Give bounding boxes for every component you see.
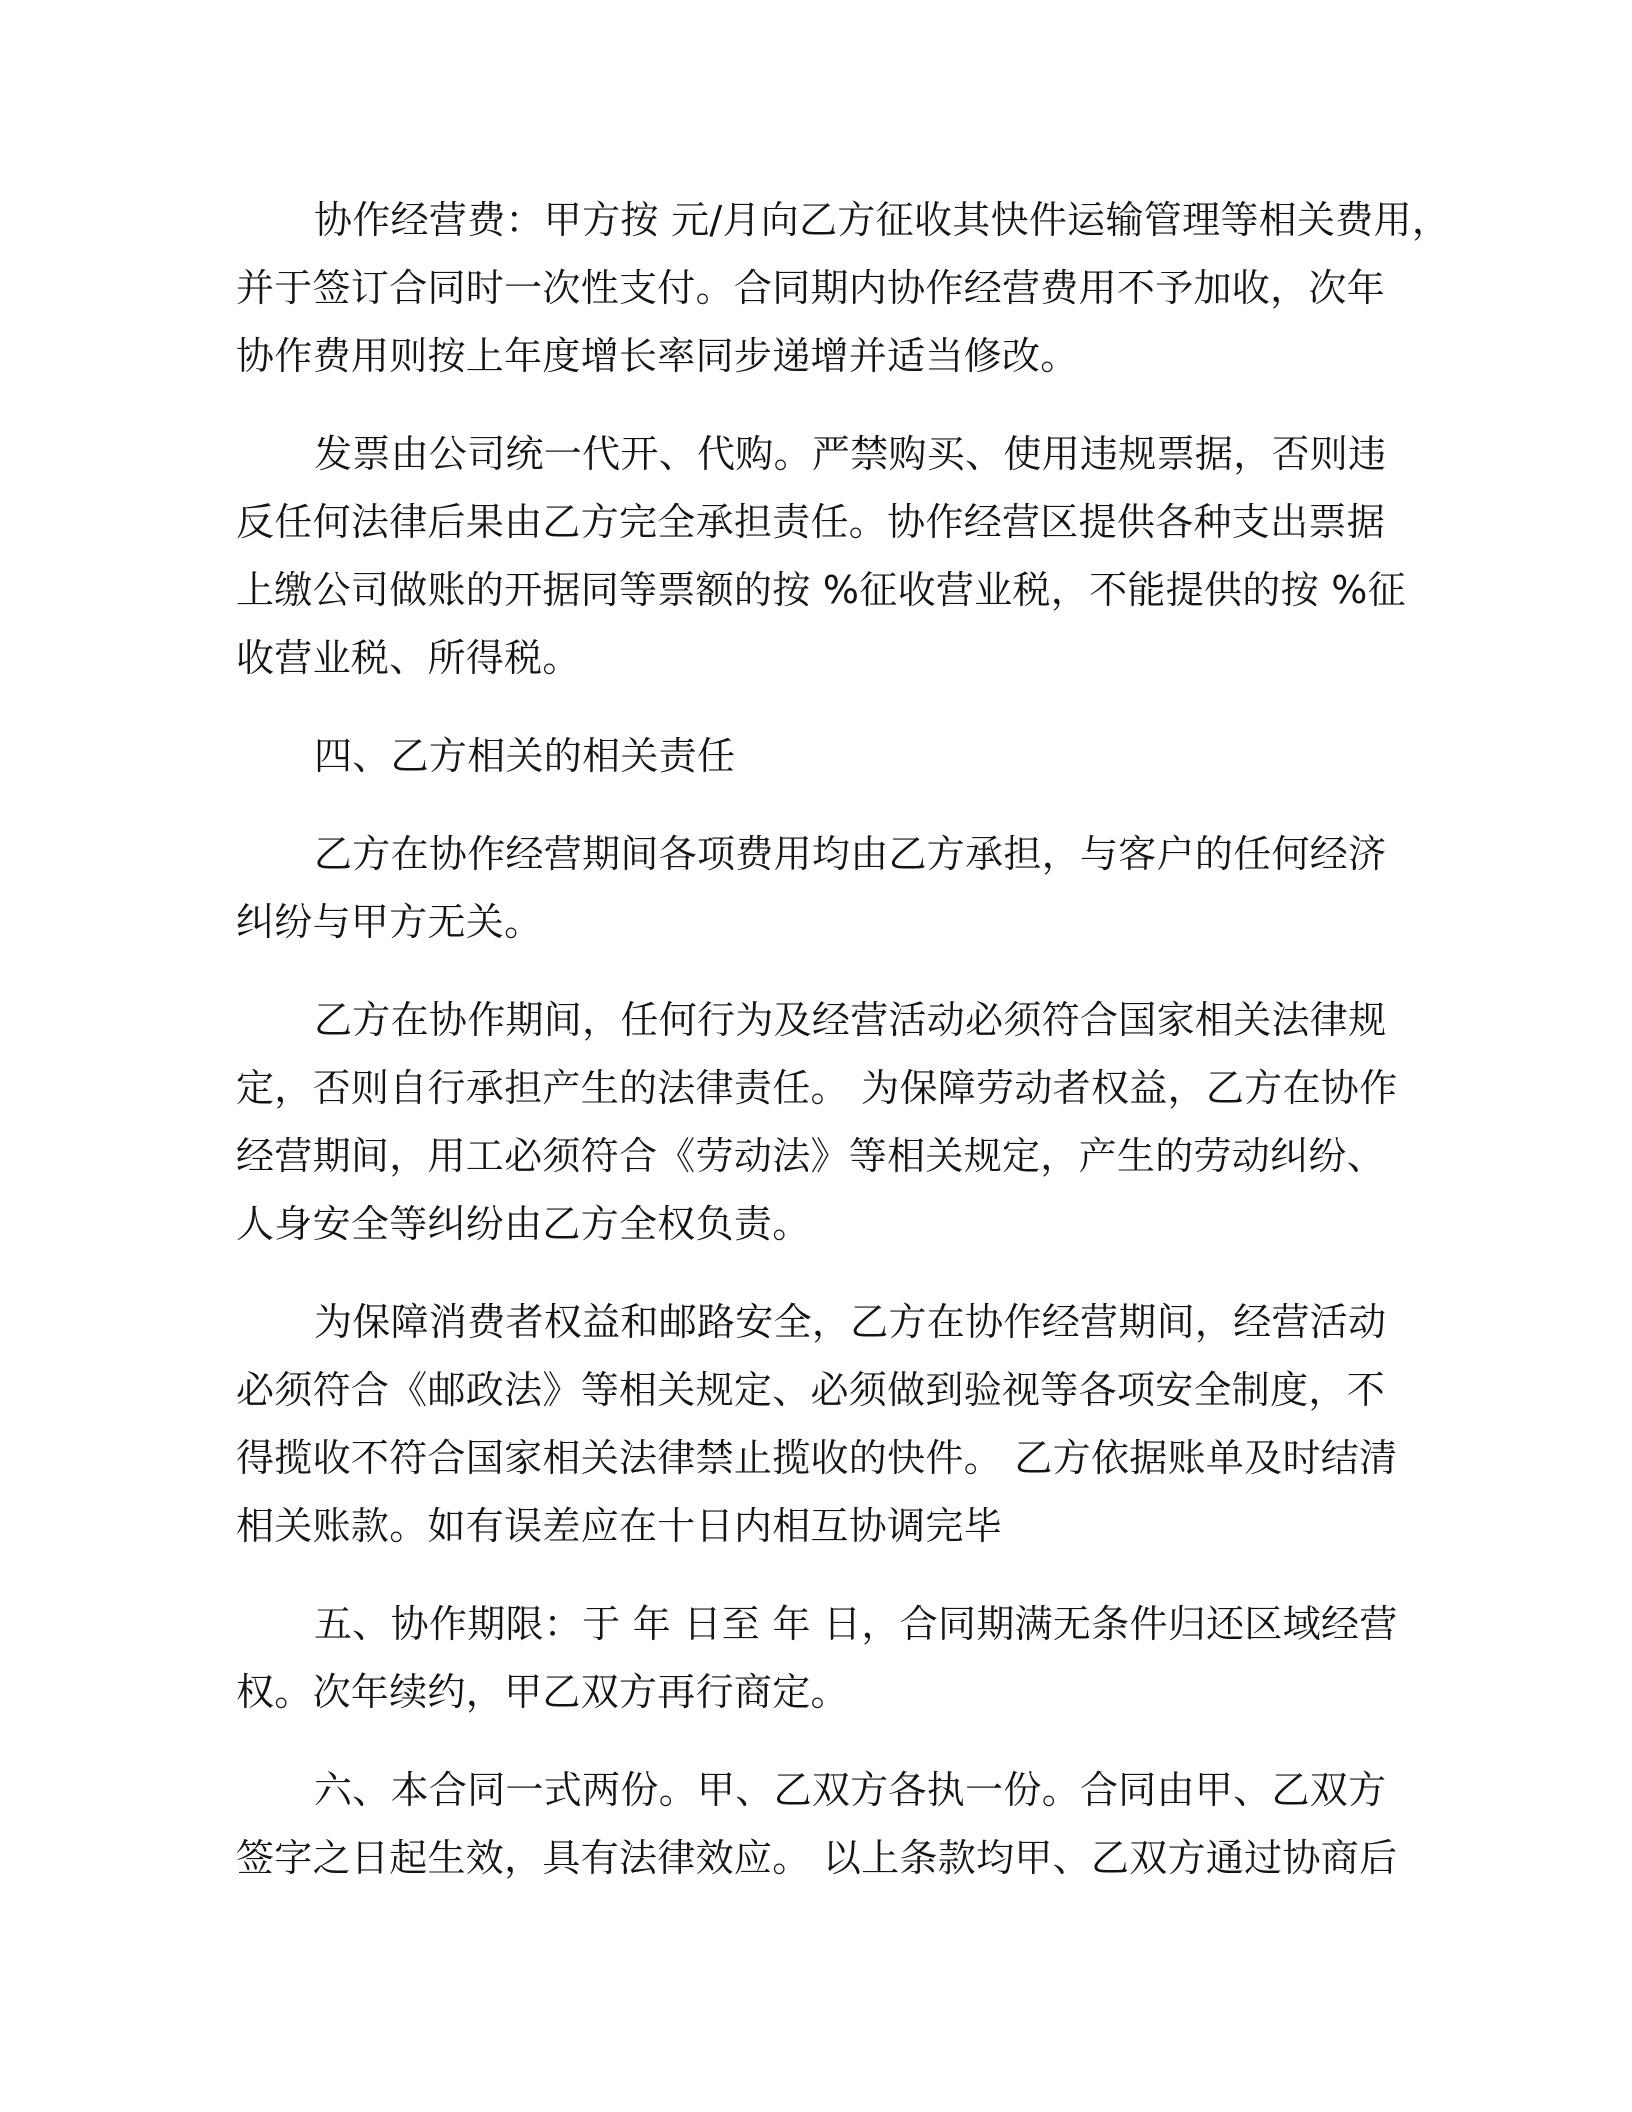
text-line: 乙方在协作经营期间各项费用均由乙方承担，与客户的任何经济: [314, 832, 1387, 876]
text-line: 发票由公司统一代开、代购。严禁购买、使用违规票据，否则违: [314, 432, 1387, 476]
text-line: 为保障消费者权益和邮路安全，乙方在协作经营期间，经营活动: [314, 1300, 1387, 1344]
document-body: [236, 186, 1451, 1922]
text-line: 纠纷与甲方无关。: [236, 900, 543, 944]
section-heading: 四、乙方相关的相关责任: [314, 734, 736, 778]
text-line: 得揽收不符合国家相关法律禁止揽收的快件。 乙方依据账单及时结清: [236, 1436, 1398, 1480]
text-line: 协作经营费：甲方按 元/月向乙方征收其快件运输管理等相关费用，: [314, 198, 1451, 242]
text-line: 经营期间，用工必须符合《劳动法》等相关规定，产生的劳动纠纷、: [236, 1134, 1386, 1178]
text-line: 权。次年续约，甲乙双方再行商定。: [236, 1670, 849, 1714]
paragraph-invoice: [236, 420, 1406, 692]
text-line: 收营业税、所得税。: [236, 636, 581, 680]
section-heading-party-b-responsibilities: [236, 722, 1396, 790]
text-line: 六、本合同一式两份。甲、乙双方各执一份。合同由甲、乙双方: [314, 1768, 1387, 1812]
paragraph-cooperation-fee: [236, 186, 1451, 390]
paragraph-contract-copies: [236, 1756, 1396, 1892]
text-line: 相关账款。如有误差应在十日内相互协调完毕: [236, 1504, 1003, 1548]
text-line: 定，否则自行承担产生的法律责任。 为保障劳动者权益，乙方在协作: [236, 1066, 1398, 1110]
text-line: 并于签订合同时一次性支付。合同期内协作经营费用不予加收，次年: [236, 266, 1386, 310]
paragraph-postal-safety: [236, 1288, 1396, 1560]
text-line: 必须符合《邮政法》等相关规定、必须做到验视等各项安全制度，不: [236, 1368, 1386, 1412]
paragraph-legal-compliance: [236, 986, 1396, 1258]
text-line: 签字之日起生效，具有法律效应。 以上条款均甲、乙双方通过协商后: [236, 1836, 1398, 1880]
text-line: 人身安全等纠纷由乙方全权负责。: [236, 1202, 811, 1246]
paragraph-expenses: [236, 820, 1396, 956]
text-line: 上缴公司做账的开据同等票额的按 %征收营业税，不能提供的按 %征: [236, 568, 1406, 612]
text-line: 反任何法律后果由乙方完全承担责任。协作经营区提供各种支出票据: [236, 500, 1386, 544]
text-line: 乙方在协作期间，任何行为及经营活动必须符合国家相关法律规: [314, 998, 1387, 1042]
paragraph-cooperation-term: [236, 1590, 1396, 1726]
text-line: 协作费用则按上年度增长率同步递增并适当修改。: [236, 334, 1079, 378]
text-line: 五、协作期限：于 年 日至 年 日，合同期满无条件归还区域经营: [314, 1602, 1398, 1646]
